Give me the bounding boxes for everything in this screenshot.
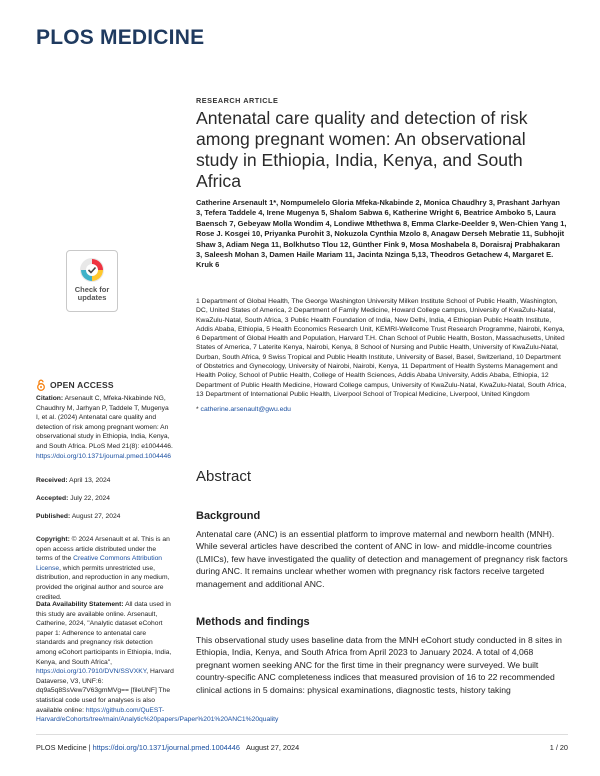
- accepted-date: [36, 494, 174, 504]
- background-heading: Background: [196, 510, 261, 522]
- citation: [36, 394, 174, 461]
- copyright-label: Copyright:: [36, 536, 70, 543]
- data-availability-text1: All data used in this study are available online. Arsenault, Catherine, 2024, "Analytic dataset eCohort paper 1: Adherence to antenatal care standards and pregnancy risk detection among eCohort participants in Ethiopia, India, Kenya, and South Africa",: [36, 601, 172, 666]
- open-access-label: [36, 379, 114, 391]
- received-date: [36, 476, 174, 486]
- methods-text: This observational study uses baseline data from the MNH eCohort study conducted in 8 sites in Ethiopia, India, Kenya, and South Africa from April 2023 to January 2024. A total of 4,068 pregnant women seeking ANC for the first time in their pregnancy were surveyed. We built country-specific ANC completeness indices that measured provision of 16 to 22 recommended clinical actions in 5 domains: physical examinations, diagnostic tests, history taking: [196, 635, 562, 695]
- abstract-heading: Abstract: [196, 468, 252, 485]
- open-access-text: OPEN ACCESS: [50, 380, 114, 390]
- corresponding-email-link[interactable]: catherine.arsenault@gwu.edu: [200, 406, 291, 413]
- author-list: Catherine Arsenault 1*, Nompumelelo Gloria Mfeka-Nkabinde 2, Monica Chaudhry 3, Prashant Jarhyan 3, Tefera Taddele 4, Irene Mugenya 5, Shalom Sabwa 6, Katherine Wright 6, Beatrice Amboko 5, Laura Baensch 7, Gebeyaw Molla Wondim 4, Londiwe Mthethwa 8, Emma Clarke-Deelder 9, Wen-Chien Yang 1, Rose J. Kosgei 10, Priyanka Purohit 3, Nokuzola Cynthia Mzolo 8, Anagaw Derseh Mebratie 11, Subhojit Shaw 3, Adiam Nega 11, Bolkhutso Tlou 12, Günther Fink 9, Mosa Moshabela 8, Doraisraj Prabhakaran 3, Saleesh Mohan 3, Damen Haile Mariam 11, Jacinta Nzinga 5,13, Theodros Getachew 4, Margaret E. Kruk 6: [196, 198, 567, 270]
- citation-doi-link[interactable]: https://doi.org/10.1371/journal.pmed.1004446: [36, 452, 171, 460]
- page-footer: [36, 734, 568, 752]
- accepted-value: July 22, 2024: [70, 495, 110, 502]
- copyright-text2: , which permits unrestricted use, distribution, and reproduction in any medium, provided the original author and source are credited.: [36, 564, 170, 601]
- methods-heading: Methods and findings: [196, 616, 310, 628]
- article-title: Antenatal care quality and detection of risk among pregnant women: An observational study in Ethiopia, India, Kenya, and South Africa: [196, 108, 528, 191]
- footer-date: August 27, 2024: [246, 743, 300, 752]
- license-link[interactable]: Creative Commons Attribution License: [36, 555, 163, 572]
- crossmark-line1: Check for: [74, 285, 110, 294]
- copyright: [36, 535, 174, 602]
- code-repository-link[interactable]: https://github.com/QuEST-Harvard/eCohorts/tree/main/Analytic%20papers/Paper%201%20ANC1%20quality: [36, 706, 279, 724]
- corresponding-author: [196, 406, 568, 413]
- citation-text: Arsenault C, Mfeka-Nkabinde NG, Chaudhry M, Jarhyan P, Taddele T, Mugenya I, et al. (2024) Antenatal care quality and detection of risk among pregnant women: An observational study in Ethiopia, India, Kenya, and South Africa. PLoS Med 21(8): e1004446.: [36, 395, 173, 450]
- citation-label: Citation:: [36, 395, 64, 402]
- crossmark-icon: [78, 256, 106, 284]
- page-number: 1 / 20: [549, 743, 568, 752]
- check-for-updates-badge[interactable]: [66, 250, 118, 312]
- background-text: Antenatal care (ANC) is an essential platform to improve maternal and newborn health (MNH). While several articles have described the content of ANC in low- and middle-income countries (LMICs), few have investigated the quality of detection and management of pregnancy risk factors during ANC. It remains unclear whether women with pregnancy risk factors receive targeted management and additional ANC.: [196, 529, 568, 589]
- data-availability-label: Data Availability Statement:: [36, 601, 124, 608]
- footer-separator: |: [86, 743, 93, 752]
- copyright-text1: © 2024 Arsenault et al. This is an open access article distributed under the terms of the: [36, 536, 170, 563]
- published-date: [36, 512, 174, 522]
- received-value: April 13, 2024: [69, 477, 111, 484]
- corresponding-marker: *: [196, 406, 201, 413]
- footer-journal: PLOS Medicine: [36, 743, 87, 752]
- data-availability-text2: , Harvard Dataverse, V3, UNF:6: dq9a5q8SsVew7V63gmMVg== [fileUNF] The statistical code used for analyses is also available online:: [36, 668, 174, 714]
- published-label: Published:: [36, 513, 71, 520]
- article-type: RESEARCH ARTICLE: [196, 96, 279, 105]
- crossmark-line2: updates: [77, 293, 107, 302]
- published-value: August 27, 2024: [71, 513, 121, 520]
- open-lock-icon: [36, 379, 46, 391]
- accepted-label: Accepted:: [36, 495, 69, 502]
- received-label: Received:: [36, 477, 68, 484]
- footer-doi-link[interactable]: https://doi.org/10.1371/journal.pmed.1004446: [92, 743, 240, 752]
- dataset-doi-link[interactable]: https://doi.org/10.7910/DVN/SSVXKY: [36, 668, 147, 676]
- journal-logo: PLOS MEDICINE: [36, 26, 205, 49]
- affiliations: 1 Department of Global Health, The George Washington University Milken Institute School of Public Health, Washington, DC, United States of America, 2 Department of Family Medicine, Howard College campus, University of KwaZulu-Natal, KwaZulu-Natal, South Africa, 3 Public Health Foundation of India, New Delhi, India, 4 Ethiopian Public Health Institute, Addis Ababa, Ethiopia, 5 Health Economics Research Unit, KEMRI-Wellcome Trust Research Programme, Nairobi, Kenya, 6 Department of Global Health and Population, Harvard T.H. Chan School of Public Health, Boston, Massachusetts, United States of America, 7 Laterite Kenya, Nairobi, Kenya, 8 School of Nursing and Public Health, University of KwaZulu-Natal, Durban, South Africa, 9 Swiss Tropical and Public Health Institute, University of Basel, Basel, Switzerland, 10 Department of Obstetrics and Gynecology, University of Nairobi, Nairobi, Kenya, 11 Department of Health Systems Management and Health Policy, School of Public Health, College of Health Sciences, Addis Ababa University, Addis Ababa, Ethiopia, 12 Department of Public Health Medicine, Howard College campus, University of KwaZulu-Natal, KwaZulu-Natal, South Africa, 13 Department of International Public Health, Liverpool School of Tropical Medicine, Liverpool, United Kingdom: [196, 298, 567, 398]
